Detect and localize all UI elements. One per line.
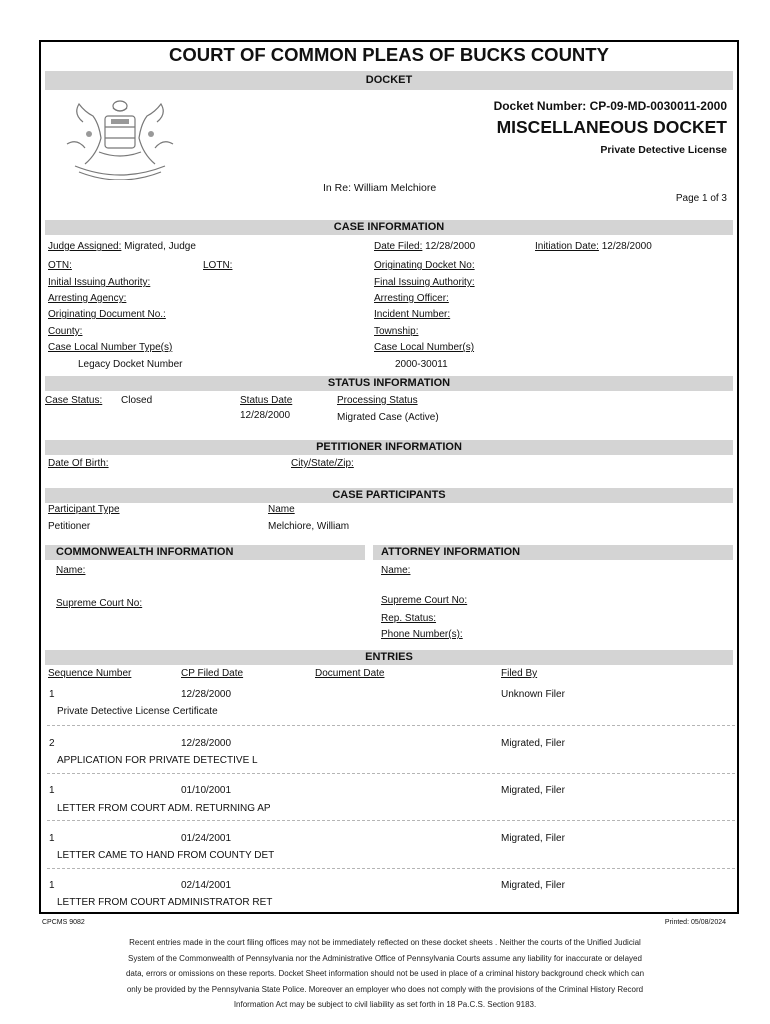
originating-docket-label: Originating Docket No: — [374, 260, 475, 271]
entry-description: APPLICATION FOR PRIVATE DETECTIVE L — [57, 755, 258, 766]
entry-sequence: 1 — [49, 833, 55, 844]
entry-filed-by: Migrated, Filer — [501, 785, 565, 796]
attorney-info-bar: ATTORNEY INFORMATION — [373, 545, 733, 560]
entry-sequence: 1 — [49, 689, 55, 700]
form-number: CPCMS 9082 — [42, 919, 85, 926]
initiation-value: 12/28/2000 — [601, 241, 652, 252]
entry-filed-date: 01/24/2001 — [181, 833, 232, 844]
originating-document-label: Originating Document No.: — [48, 309, 166, 320]
docket-sheet — [39, 40, 739, 914]
case-status-label: Case Status: — [45, 395, 103, 406]
commonwealth-name-label: Name: — [56, 565, 86, 576]
entry-sequence: 1 — [49, 785, 55, 796]
entries-col-sequence: Sequence Number — [48, 668, 132, 679]
processing-status-label: Processing Status — [337, 395, 418, 406]
disclaimer-line: System of the Commonwealth of Pennsylvania nor the Administrative Office of Pennsylvania Courts assume any liability for inaccurate or delayed — [128, 953, 642, 963]
entry-filed-by: Migrated, Filer — [501, 880, 565, 891]
local-numbers-label: Case Local Number(s) — [374, 342, 475, 353]
disclaimer — [80, 935, 690, 1013]
entry-sequence: 1 — [49, 880, 55, 891]
county-label: County: — [48, 326, 83, 337]
local-type-value: Legacy Docket Number — [78, 359, 183, 370]
attorney-phone-label: Phone Number(s): — [381, 629, 463, 640]
participant-name-value: Melchiore, William — [268, 521, 350, 532]
entry-filed-date: 02/14/2001 — [181, 880, 232, 891]
judge-value: Migrated, Judge — [124, 241, 196, 252]
entries-bar: ENTRIES — [45, 650, 733, 665]
status-date-label: Status Date — [240, 395, 293, 406]
disclaimer-line: data, errors or omissions on these reports. Docket Sheet information should not be used in place of a criminal history background check which can — [125, 969, 645, 978]
entry-filed-by: Migrated, Filer — [501, 833, 565, 844]
entry-divider — [47, 725, 735, 726]
otn-label: OTN: — [48, 260, 72, 271]
entry-sequence: 2 — [49, 738, 55, 749]
entry-description: Private Detective License Certificate — [57, 706, 218, 717]
printed-date: Printed: 05/08/2024 — [664, 919, 726, 926]
city-state-zip-label: City/State/Zip: — [291, 458, 354, 469]
disclaimer-line: Information Act may be subject to civil liability as set forth in 18 Pa.C.S. Section 9183. — [233, 1000, 537, 1009]
arresting-officer-label: Arresting Officer: — [374, 293, 449, 304]
participant-name-label: Name — [268, 504, 295, 515]
entry-description: LETTER FROM COURT ADMINISTRATOR RET — [57, 897, 273, 908]
entry-description: LETTER FROM COURT ADM. RETURNING AP — [57, 803, 271, 814]
entry-filed-date: 12/28/2000 — [181, 738, 232, 749]
participant-type-label: Participant Type — [48, 504, 120, 515]
case-info-bar: CASE INFORMATION — [45, 220, 733, 235]
date-filed-value: 12/28/2000 — [425, 241, 476, 252]
processing-status-value: Migrated Case (Active) — [337, 412, 439, 423]
date-filed-label: Date Filed: — [374, 241, 423, 252]
township-label: Township: — [374, 326, 419, 337]
initiation-label: Initiation Date: — [535, 241, 599, 252]
pennsylvania-seal-icon — [55, 94, 185, 180]
status-date-value: 12/28/2000 — [240, 410, 291, 421]
arresting-agency-label: Arresting Agency: — [48, 293, 127, 304]
participant-type-value: Petitioner — [48, 521, 91, 532]
entry-divider — [47, 773, 735, 774]
incident-number-label: Incident Number: — [374, 309, 451, 320]
lotn-label: LOTN: — [203, 260, 233, 271]
entry-description: LETTER CAME TO HAND FROM COUNTY DET — [57, 850, 275, 861]
initial-authority-label: Initial Issuing Authority: — [48, 277, 151, 288]
entries-col-document-date: Document Date — [315, 668, 385, 679]
entry-filed-by: Migrated, Filer — [501, 738, 565, 749]
attorney-name-label: Name: — [381, 565, 411, 576]
case-participants-bar: CASE PARTICIPANTS — [45, 488, 733, 503]
entry-divider — [47, 868, 735, 869]
status-info-bar: STATUS INFORMATION — [45, 376, 733, 391]
petitioner-info-bar: PETITIONER INFORMATION — [45, 440, 733, 455]
court-title: COURT OF COMMON PLEAS OF BUCKS COUNTY — [169, 44, 609, 65]
commonwealth-supreme-label: Supreme Court No: — [56, 598, 143, 609]
in-re: In Re: William Melchiore — [323, 182, 437, 194]
entry-filed-date: 12/28/2000 — [181, 689, 232, 700]
attorney-supreme-label: Supreme Court No: — [381, 595, 468, 606]
date-filed — [374, 241, 475, 252]
judge-label: Judge Assigned: — [48, 241, 122, 252]
attorney-rep-status-label: Rep. Status: — [381, 613, 437, 624]
docket-bar: DOCKET — [45, 71, 733, 90]
commonwealth-info-bar: COMMONWEALTH INFORMATION — [45, 545, 365, 560]
docket-type: MISCELLANEOUS DOCKET — [496, 117, 727, 137]
entry-filed-date: 01/10/2001 — [181, 785, 232, 796]
entries-col-filed-by: Filed By — [501, 668, 538, 679]
final-authority-label: Final Issuing Authority: — [374, 277, 475, 288]
disclaimer-line: only be provided by the Pennsylvania State Police. Moreover an employer who does not comply with the provisions of the Criminal History Record — [126, 984, 644, 994]
page-number: Page 1 of 3 — [675, 193, 727, 204]
disclaimer-line: Recent entries made in the court filing offices may not be immediately reflected on these docket sheets . Neither the courts of the Unified Judicial — [129, 938, 641, 947]
judge-assigned — [48, 241, 196, 252]
case-status-value: Closed — [121, 395, 153, 406]
local-type-label: Case Local Number Type(s) — [48, 342, 173, 353]
entries-col-cp-filed: CP Filed Date — [181, 668, 244, 679]
initiation-date — [535, 241, 652, 252]
entry-divider — [47, 820, 735, 821]
dob-label: Date Of Birth: — [48, 458, 109, 469]
entry-filed-by: Unknown Filer — [501, 689, 565, 700]
local-number-value: 2000-30011 — [395, 359, 448, 370]
docket-subtype: Private Detective License — [600, 144, 727, 156]
docket-number: Docket Number: CP-09-MD-0030011-2000 — [493, 99, 727, 113]
